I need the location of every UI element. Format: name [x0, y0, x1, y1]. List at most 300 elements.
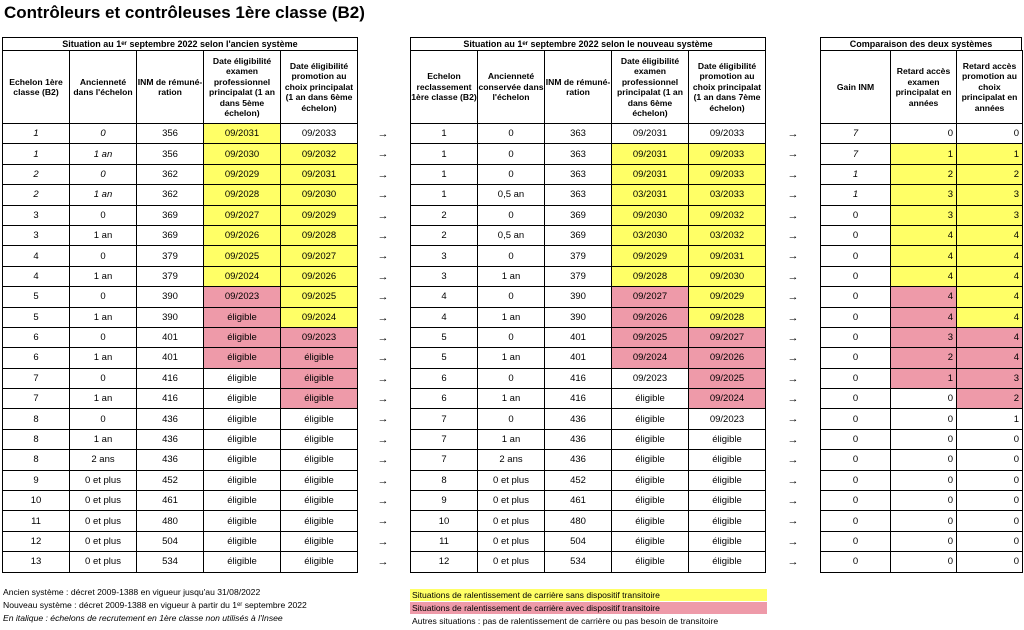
- table-cell: 2 ans: [70, 450, 137, 470]
- table-cell: 363: [545, 144, 612, 164]
- table-cell: 0: [478, 246, 545, 266]
- table-row: [411, 225, 766, 245]
- table-cell: 2 ans: [478, 450, 545, 470]
- table-cell: éligible: [204, 531, 281, 551]
- table-cell: 1: [411, 164, 478, 184]
- arrow-icon: →: [377, 495, 389, 508]
- table-row: [821, 429, 1023, 449]
- table-cell: 1 an: [70, 389, 137, 409]
- table-row: [3, 124, 358, 144]
- table-cell: 09/2031: [612, 144, 689, 164]
- table-cell: 0: [821, 491, 891, 511]
- new-system-table: [410, 50, 766, 573]
- table-cell: 416: [137, 368, 204, 388]
- table-cell: 4: [891, 225, 957, 245]
- table-cell: éligible: [612, 552, 689, 572]
- table-cell: 7: [411, 429, 478, 449]
- table-cell: 0: [891, 124, 957, 144]
- table-cell: 0: [821, 409, 891, 429]
- table-cell: 390: [545, 287, 612, 307]
- table-cell: 0: [821, 531, 891, 551]
- table-cell: 2: [411, 225, 478, 245]
- table-cell: 3: [957, 205, 1023, 225]
- table-cell: 534: [545, 552, 612, 572]
- table-cell: 09/2029: [281, 205, 358, 225]
- table-cell: 4: [891, 266, 957, 286]
- table-cell: éligible: [612, 429, 689, 449]
- table-cell: 0: [821, 287, 891, 307]
- table-cell: 3: [3, 225, 70, 245]
- table-cell: 8: [411, 470, 478, 490]
- table-cell: 0: [821, 450, 891, 470]
- table-cell: 363: [545, 124, 612, 144]
- arrow-icon: →: [787, 556, 799, 569]
- table-row: [3, 185, 358, 205]
- col-inm: INM de rémuné-ration: [545, 51, 612, 124]
- table-row: [821, 409, 1023, 429]
- table-cell: 3: [891, 327, 957, 347]
- col-date-promotion: Date éligibilité promotion au choix principalat (1 an dans 7ème échelon): [689, 51, 766, 124]
- arrow-icon: →: [377, 168, 389, 181]
- arrow-icon: →: [377, 454, 389, 467]
- table-cell: 362: [137, 185, 204, 205]
- table-cell: 369: [137, 225, 204, 245]
- table-cell: éligible: [689, 511, 766, 531]
- table-row: [411, 368, 766, 388]
- table-cell: 452: [137, 470, 204, 490]
- table-cell: 1 an: [70, 348, 137, 368]
- table-cell: 0,5 an: [478, 185, 545, 205]
- arrow-icon: →: [377, 250, 389, 263]
- table-cell: 4: [891, 287, 957, 307]
- arrow-icon: →: [377, 128, 389, 140]
- table-cell: 0 et plus: [478, 531, 545, 551]
- table-cell: 09/2023: [204, 287, 281, 307]
- table-cell: 0: [821, 205, 891, 225]
- table-cell: 09/2023: [689, 409, 766, 429]
- table-cell: 8: [3, 409, 70, 429]
- table-cell: 4: [957, 348, 1023, 368]
- table-cell: 09/2031: [204, 124, 281, 144]
- table-cell: 416: [137, 389, 204, 409]
- table-cell: 9: [3, 470, 70, 490]
- table-cell: éligible: [281, 531, 358, 551]
- arrow-icon: →: [787, 495, 799, 508]
- table-cell: 0: [891, 531, 957, 551]
- table-cell: 0: [891, 491, 957, 511]
- table-cell: éligible: [281, 429, 358, 449]
- table-row: [411, 124, 766, 144]
- table-cell: 4: [957, 307, 1023, 327]
- table-row: [3, 307, 358, 327]
- table-cell: 7: [411, 409, 478, 429]
- arrow-icon: →: [787, 291, 799, 304]
- table-cell: 2: [891, 164, 957, 184]
- table-cell: 0: [891, 429, 957, 449]
- table-cell: 0: [70, 246, 137, 266]
- table-cell: 6: [3, 327, 70, 347]
- footnote-italic: En italique : échelons de recrutement en 1ère classe non utilisés à l'Insee: [3, 613, 283, 623]
- table-cell: 0 et plus: [70, 552, 137, 572]
- table-cell: 5: [411, 348, 478, 368]
- table-cell: 1: [891, 368, 957, 388]
- table-cell: 436: [137, 409, 204, 429]
- table-row: [821, 348, 1023, 368]
- table-row: [821, 368, 1023, 388]
- table-cell: 7: [3, 368, 70, 388]
- arrow-icon: →: [377, 352, 389, 365]
- table-cell: 0: [70, 205, 137, 225]
- col-retard-examen: Retard accès examen principalat en années: [891, 51, 957, 124]
- table-cell: 7: [3, 389, 70, 409]
- legend-yellow: Situations de ralentissement de carrière sans dispositif transitoire: [410, 589, 767, 601]
- table-cell: 9: [411, 491, 478, 511]
- table-cell: 2: [411, 205, 478, 225]
- table-cell: 3: [891, 205, 957, 225]
- table-cell: 8: [3, 429, 70, 449]
- table-cell: 369: [545, 225, 612, 245]
- table-row: [3, 511, 358, 531]
- arrow-icon: →: [377, 372, 389, 385]
- table-cell: 11: [411, 531, 478, 551]
- arrow-icon: →: [787, 535, 799, 548]
- table-cell: 4: [891, 246, 957, 266]
- table-cell: 0: [821, 307, 891, 327]
- table-cell: 09/2027: [689, 327, 766, 347]
- table-cell: 0: [821, 470, 891, 490]
- legend: [410, 589, 767, 628]
- table-cell: éligible: [204, 511, 281, 531]
- table-cell: 0 et plus: [70, 511, 137, 531]
- arrow-icon: →: [377, 393, 389, 406]
- arrow-icon: →: [377, 209, 389, 222]
- table-row: [3, 389, 358, 409]
- table-cell: éligible: [204, 552, 281, 572]
- arrow-icon: →: [377, 515, 389, 528]
- table-row: [821, 552, 1023, 572]
- table-row: [3, 348, 358, 368]
- table-cell: 0: [478, 144, 545, 164]
- table-cell: 0: [478, 368, 545, 388]
- table-cell: éligible: [204, 409, 281, 429]
- col-inm: INM de rémuné-ration: [137, 51, 204, 124]
- table-row: [3, 368, 358, 388]
- table-cell: 0 et plus: [478, 491, 545, 511]
- table-cell: 09/2029: [689, 287, 766, 307]
- table-cell: 2: [957, 164, 1023, 184]
- table-cell: 356: [137, 124, 204, 144]
- table-row: [821, 470, 1023, 490]
- table-cell: 09/2025: [204, 246, 281, 266]
- table-row: [3, 246, 358, 266]
- table-row: [3, 450, 358, 470]
- table-row: [3, 164, 358, 184]
- table-cell: éligible: [281, 409, 358, 429]
- table-cell: éligible: [281, 348, 358, 368]
- table-cell: 0: [957, 124, 1023, 144]
- table-cell: éligible: [281, 552, 358, 572]
- table-row: [821, 287, 1023, 307]
- table-row: [3, 144, 358, 164]
- table-cell: 416: [545, 368, 612, 388]
- table-cell: 03/2033: [689, 185, 766, 205]
- table-cell: éligible: [204, 348, 281, 368]
- table-cell: 0 et plus: [70, 470, 137, 490]
- arrow-column-2: [774, 124, 812, 573]
- table-cell: 09/2030: [281, 185, 358, 205]
- table-cell: 0: [478, 327, 545, 347]
- table-cell: 0,5 an: [478, 225, 545, 245]
- table-cell: éligible: [281, 511, 358, 531]
- table-cell: 12: [3, 531, 70, 551]
- table-cell: 0: [891, 470, 957, 490]
- table-cell: 09/2028: [281, 225, 358, 245]
- table-cell: 390: [137, 287, 204, 307]
- table-cell: 09/2027: [281, 246, 358, 266]
- table-row: [411, 450, 766, 470]
- table-cell: 0: [821, 552, 891, 572]
- table-cell: 13: [3, 552, 70, 572]
- table-cell: 09/2027: [204, 205, 281, 225]
- table-cell: 362: [137, 164, 204, 184]
- table-cell: 416: [545, 389, 612, 409]
- legend-other: Autres situations : pas de ralentissement de carrière ou pas besoin de transitoire: [412, 616, 719, 626]
- table-cell: 504: [545, 531, 612, 551]
- col-date-examen: Date éligibilité examen professionnel principalat (1 an dans 6ème échelon): [612, 51, 689, 124]
- new-system-header: Situation au 1ᵉʳ septembre 2022 selon le nouveau système: [410, 37, 766, 50]
- table-cell: 3: [411, 266, 478, 286]
- table-cell: 0: [821, 225, 891, 245]
- table-cell: 1 an: [70, 185, 137, 205]
- table-row: [821, 205, 1023, 225]
- table-cell: 7: [411, 450, 478, 470]
- table-cell: 09/2026: [689, 348, 766, 368]
- table-cell: 09/2028: [204, 185, 281, 205]
- table-row: [411, 164, 766, 184]
- table-cell: 534: [137, 552, 204, 572]
- table-cell: 0: [478, 124, 545, 144]
- col-retard-promotion: Retard accès promotion au choix principalat en années: [957, 51, 1023, 124]
- table-row: [3, 429, 358, 449]
- table-row: [3, 470, 358, 490]
- table-cell: 09/2033: [281, 124, 358, 144]
- table-cell: 3: [3, 205, 70, 225]
- table-row: [3, 491, 358, 511]
- table-cell: 390: [545, 307, 612, 327]
- table-cell: 09/2025: [612, 327, 689, 347]
- table-cell: 436: [545, 429, 612, 449]
- table-cell: 4: [957, 266, 1023, 286]
- table-cell: 0: [821, 389, 891, 409]
- arrow-icon: →: [787, 352, 799, 365]
- table-cell: éligible: [204, 389, 281, 409]
- table-row: [821, 246, 1023, 266]
- table-cell: 1 an: [70, 225, 137, 245]
- table-cell: 4: [411, 307, 478, 327]
- col-echelon: Echelon 1ère classe (B2): [3, 51, 70, 124]
- table-cell: 0 et plus: [478, 511, 545, 531]
- arrow-icon: →: [377, 535, 389, 548]
- table-cell: éligible: [612, 511, 689, 531]
- table-cell: 0: [957, 552, 1023, 572]
- table-cell: 09/2032: [281, 144, 358, 164]
- table-cell: éligible: [204, 429, 281, 449]
- col-anciennete-conservee: Ancienneté conservée dans l'échelon: [478, 51, 545, 124]
- arrow-icon: →: [377, 474, 389, 487]
- table-cell: 0: [70, 368, 137, 388]
- table-cell: 0: [891, 450, 957, 470]
- table-cell: 0: [70, 164, 137, 184]
- table-cell: 03/2031: [612, 185, 689, 205]
- table-cell: 7: [821, 124, 891, 144]
- arrow-icon: →: [377, 291, 389, 304]
- table-cell: 480: [137, 511, 204, 531]
- table-row: [3, 225, 358, 245]
- table-cell: 0: [478, 287, 545, 307]
- table-cell: 0 et plus: [70, 491, 137, 511]
- table-cell: éligible: [689, 531, 766, 551]
- table-cell: 363: [545, 164, 612, 184]
- table-cell: éligible: [612, 450, 689, 470]
- table-cell: 0 et plus: [70, 531, 137, 551]
- table-cell: 09/2033: [689, 144, 766, 164]
- arrow-icon: →: [377, 270, 389, 283]
- table-cell: 379: [137, 266, 204, 286]
- table-cell: 0: [821, 511, 891, 531]
- footnote-new-system: Nouveau système : décret 2009-1388 en vigueur à partir du 1ᵉʳ septembre 2022: [3, 600, 307, 610]
- table-cell: 0: [821, 429, 891, 449]
- table-cell: éligible: [689, 429, 766, 449]
- table-row: [821, 124, 1023, 144]
- comparison-header: Comparaison des deux systèmes: [820, 37, 1022, 50]
- table-cell: 1: [411, 124, 478, 144]
- table-cell: 3: [957, 185, 1023, 205]
- table-cell: 4: [3, 246, 70, 266]
- table-cell: 09/2031: [281, 164, 358, 184]
- arrow-icon: →: [787, 331, 799, 344]
- table-cell: 401: [137, 327, 204, 347]
- table-cell: éligible: [281, 368, 358, 388]
- table-row: [3, 205, 358, 225]
- table-cell: éligible: [612, 491, 689, 511]
- table-row: [411, 205, 766, 225]
- table-cell: 1 an: [478, 389, 545, 409]
- table-cell: 10: [3, 491, 70, 511]
- table-cell: 369: [137, 205, 204, 225]
- table-cell: 436: [137, 429, 204, 449]
- table-cell: 1: [821, 185, 891, 205]
- table-row: [411, 511, 766, 531]
- table-cell: 7: [821, 144, 891, 164]
- table-cell: 09/2026: [612, 307, 689, 327]
- col-gain-inm: Gain INM: [821, 51, 891, 124]
- table-cell: 2: [3, 164, 70, 184]
- table-cell: 09/2029: [204, 164, 281, 184]
- table-cell: 0: [821, 266, 891, 286]
- page-title: Contrôleurs et contrôleuses 1ère classe (B2): [4, 3, 365, 22]
- table-cell: 436: [137, 450, 204, 470]
- table-row: [411, 185, 766, 205]
- table-cell: 09/2030: [204, 144, 281, 164]
- table-cell: 11: [3, 511, 70, 531]
- table-row: [821, 531, 1023, 551]
- table-cell: 1 an: [478, 307, 545, 327]
- arrow-icon: →: [787, 229, 799, 242]
- table-cell: éligible: [612, 531, 689, 551]
- table-cell: 1: [891, 144, 957, 164]
- table-cell: 6: [411, 389, 478, 409]
- table-row: [821, 491, 1023, 511]
- table-cell: 390: [137, 307, 204, 327]
- table-cell: 0: [957, 429, 1023, 449]
- table-row: [411, 429, 766, 449]
- table-cell: 4: [957, 287, 1023, 307]
- arrow-icon: →: [787, 372, 799, 385]
- table-cell: 356: [137, 144, 204, 164]
- table-row: [3, 409, 358, 429]
- table-cell: 4: [957, 246, 1023, 266]
- table-row: [411, 144, 766, 164]
- col-date-promotion: Date éligibilité promotion au choix principalat (1 an dans 6ème échelon): [281, 51, 358, 124]
- table-cell: 6: [3, 348, 70, 368]
- old-system-header: Situation au 1ᵉʳ septembre 2022 selon l'ancien système: [2, 37, 358, 50]
- table-cell: 1 an: [70, 307, 137, 327]
- table-cell: 379: [137, 246, 204, 266]
- table-cell: 09/2024: [689, 389, 766, 409]
- table-cell: éligible: [204, 327, 281, 347]
- table-cell: 461: [545, 491, 612, 511]
- table-row: [3, 531, 358, 551]
- table-cell: 0: [478, 409, 545, 429]
- table-cell: 379: [545, 246, 612, 266]
- table-cell: 0: [957, 511, 1023, 531]
- table-cell: 0 et plus: [478, 552, 545, 572]
- table-cell: 09/2024: [204, 266, 281, 286]
- table-cell: éligible: [204, 368, 281, 388]
- table-cell: 0: [821, 327, 891, 347]
- table-cell: 2: [891, 348, 957, 368]
- table-row: [3, 327, 358, 347]
- table-cell: 0: [891, 511, 957, 531]
- table-cell: 09/2028: [689, 307, 766, 327]
- table-cell: 1: [821, 164, 891, 184]
- table-cell: éligible: [612, 470, 689, 490]
- table-cell: 09/2032: [689, 205, 766, 225]
- table-cell: 09/2023: [612, 368, 689, 388]
- table-cell: 1 an: [478, 348, 545, 368]
- table-row: [411, 470, 766, 490]
- table-cell: 1: [411, 185, 478, 205]
- table-cell: 461: [137, 491, 204, 511]
- arrow-icon: →: [787, 128, 799, 140]
- arrow-icon: →: [787, 250, 799, 263]
- new-system-block: [410, 37, 766, 573]
- table-row: [821, 266, 1023, 286]
- table-cell: 4: [957, 327, 1023, 347]
- table-cell: 0: [821, 368, 891, 388]
- table-cell: 0: [957, 450, 1023, 470]
- table-cell: 0: [957, 470, 1023, 490]
- legend-pink: Situations de ralentissement de carrière avec dispositif transitoire: [410, 602, 767, 614]
- arrow-icon: →: [787, 393, 799, 406]
- table-cell: 09/2033: [689, 124, 766, 144]
- table-cell: 5: [3, 307, 70, 327]
- table-cell: 0: [891, 552, 957, 572]
- arrow-icon: →: [787, 515, 799, 528]
- table-row: [411, 246, 766, 266]
- table-cell: 09/2023: [281, 327, 358, 347]
- arrow-icon: →: [377, 148, 389, 161]
